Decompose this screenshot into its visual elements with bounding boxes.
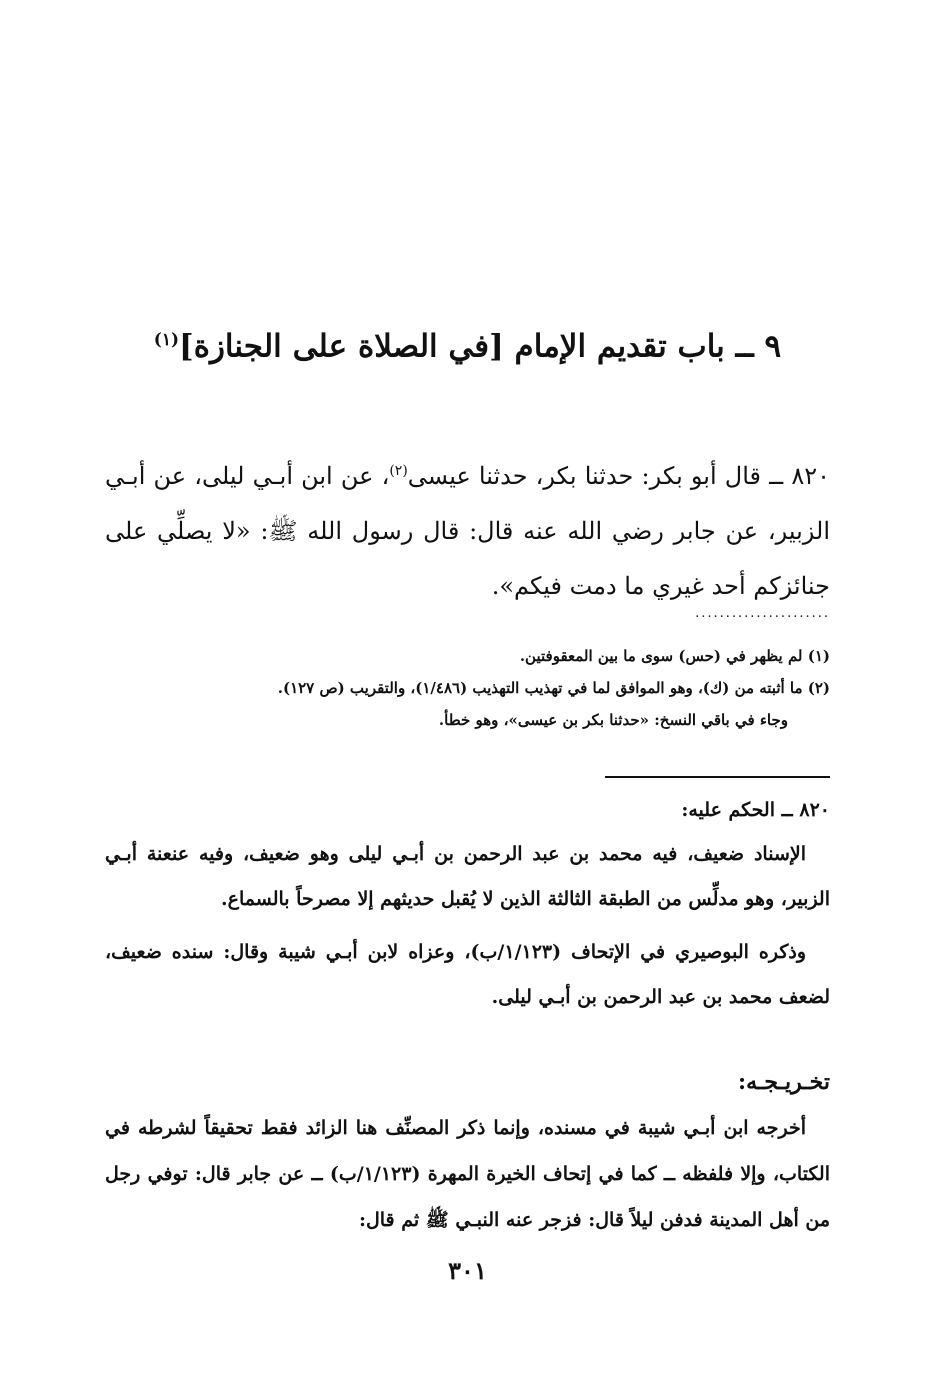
footnote-ref-1: (١) (153, 330, 180, 350)
footnote-separator: ...................... (695, 606, 830, 621)
takhrij-heading: تخـريـجـه: (737, 1069, 830, 1095)
chapter-title-text: ٩ ــ باب تقديم الإمام [في الصلاة على الجنازة] (179, 328, 782, 365)
ruling-heading: ٨٢٠ ــ الحكم عليه: (681, 799, 830, 821)
hadith-text (105, 444, 830, 614)
takhrij-text: أخرجه ابن أبـي شيبة في مسنده، وإنما ذكر المصنِّف هنا الزائد فقط تحقيقاً لشرطه في الكتاب، وإلا فلفظه ــ كما في إتحاف الخيرة المهرة (١/١٢٣/ب) ــ عن جابر قال: توفي رجل من أهل المدينة فدفن ليلاً قال: فزجر عنه النبـي ﷺ ثم قال: (105, 1117, 830, 1231)
chapter-title (105, 318, 830, 368)
hadith-part-2: ، عن ابن أبـي ليلى، عن أبـي الزبير، عن جابر رضي الله عنه قال: قال رسول الله ﷺ: «لا يصلِّي على جنائزكم أحد غيري ما دمت فيكم». (105, 462, 830, 600)
footnotes (105, 640, 830, 736)
ruling-paragraph-1: الإسناد ضعيف، فيه محمد بن عبد الرحمن بن أبـي ليلى وهو ضعيف، وفيه عنعنة أبـي الزبير، وهو مدلِّس من الطبقة الثالثة الذين لا يُقبل حديثهم إلا مصرحاً بالسماع. (105, 843, 830, 910)
footnote-2: (٢) ما أثبته من (ك)، وهو الموافق لما في تهذيب التهذيب (١/٤٨٦)، والتقريب (ص ١٢٧). (277, 679, 830, 697)
ruling-body (105, 832, 830, 1028)
footnote-ref-2: (٢) (389, 463, 408, 479)
section-divider (605, 776, 830, 778)
ruling-paragraph-2: وذكره البوصيري في الإتحاف (١/١٢٣/ب)، وعزاه لابن أبـي شيبة وقال: سنده ضعيف، لضعف محمد بن عبد الرحمن بن أبـي ليلى. (105, 941, 830, 1008)
page-number: ٣٠١ (448, 1256, 487, 1285)
hadith-part-1: ٨٢٠ ــ قال أبو بكر: حدثنا بكر، حدثنا عيسى (407, 462, 830, 490)
footnote-2-continuation: وجاء في باقي النسخ: «حدثنا بكر بن عيسى»، وهو خطأ. (438, 711, 788, 729)
footnote-1: (١) لم يظهر في (حس) سوى ما بين المعقوفتين. (519, 647, 830, 665)
